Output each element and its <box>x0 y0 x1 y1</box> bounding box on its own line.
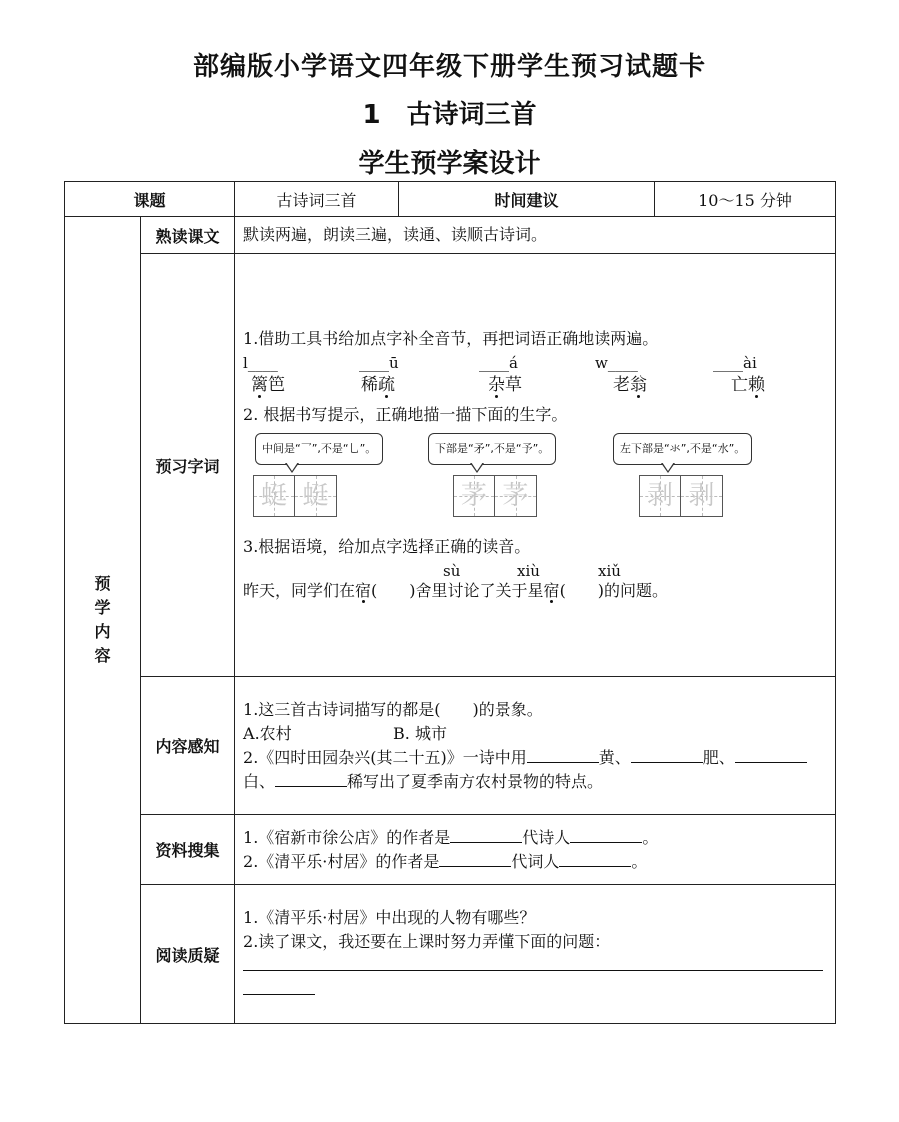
section-label: 预 学 内 容 <box>65 217 141 1024</box>
content-q2: 2.《四时田园杂兴(其二十五)》一诗中用 黄、 肥、 <box>243 746 827 770</box>
content-content: 1.这三首古诗词描写的都是( )的景象。 A.农村 B. 城市 2.《四时田园杂兴(其二十五)》一诗中用 黄、 肥、 白、 稀写出了夏季南方农村景物的特点。 <box>235 677 836 815</box>
research-content: 1.《宿新市徐公店》的作者是 代诗人 。 2.《清平乐·村居》的作者是 代词人 。 <box>235 815 836 885</box>
preview-table <box>64 181 836 1024</box>
pinyin-blank[interactable]: ____ài <box>713 354 757 372</box>
subtitle: 学生预学案设计 <box>358 149 541 179</box>
content-label: 内容感知 <box>141 677 235 815</box>
writing-hints <box>243 427 827 531</box>
tracing-grid[interactable]: 蜓 蜓 <box>253 475 337 517</box>
topic-label: 课题 <box>65 182 235 217</box>
q3-pinyin-options: sù xiù xiǔ <box>443 562 621 580</box>
vocab-word: 篱笆 <box>251 375 286 395</box>
vocab-q2: 2. 根据书写提示，正确地描一描下面的生字。 <box>243 405 568 424</box>
pinyin-blank[interactable]: l____ <box>243 354 278 372</box>
vocab-q1: 1.借助工具书给加点字补全音节，再把词语正确地读两遍。 <box>243 329 659 348</box>
read-text: 默读两遍，朗读三遍，读通、读顺古诗词。 <box>235 217 836 254</box>
answer-line[interactable] <box>243 954 823 971</box>
vocab-label: 预习字词 <box>141 254 235 677</box>
time-value: 10～15 分钟 <box>655 182 836 217</box>
content-q1: 1.这三首古诗词描写的都是( )的景象。 <box>243 699 543 719</box>
time-label: 时间建议 <box>399 182 655 217</box>
tracing-grid[interactable]: 剥 剥 <box>639 475 723 517</box>
questions-content <box>235 885 836 1024</box>
vocab-content <box>235 254 836 677</box>
vocab-q3: 3.根据语境，给加点字选择正确的读音。 <box>243 537 531 556</box>
pinyin-blank[interactable]: ____á <box>479 354 518 372</box>
research-label: 资料搜集 <box>141 815 235 885</box>
hint-bubble: 左下部是“氺”,不是“水”。 <box>613 433 752 465</box>
topic-value: 古诗词三首 <box>235 182 399 217</box>
hint-bubble: 中间是“乛”,不是“乚”。 <box>255 433 383 465</box>
read-label: 熟读课文 <box>141 217 235 254</box>
questions-q1: 1.《清平乐·村居》中出现的人物有哪些？ <box>243 908 536 927</box>
q3-sentence: 昨天，同学们在宿( )舍里讨论了关于星宿( )的问题。 <box>243 581 669 600</box>
vocab-word: 亡赖 <box>731 375 766 395</box>
pinyin-blank[interactable]: ____ū <box>359 354 399 372</box>
content-options: A.农村 B. 城市 <box>243 723 447 743</box>
hint-bubble: 下部是“矛”,不是“予”。 <box>428 433 556 465</box>
pinyin-row <box>243 351 827 399</box>
questions-q2: 2.读了课文，我还要在上课时努力弄懂下面的问题： <box>243 932 611 951</box>
vocab-word: 稀疏 <box>361 375 396 395</box>
vocab-word: 杂草 <box>488 375 523 395</box>
pinyin-blank[interactable]: w____ <box>595 354 638 372</box>
vocab-word: 老翁 <box>613 375 648 395</box>
document-title: 部编版小学语文四年级下册学生预习试题卡 <box>192 52 706 82</box>
answer-line[interactable] <box>243 978 315 995</box>
lesson-title: 1 古诗词三首 <box>362 100 537 130</box>
questions-label: 阅读质疑 <box>141 885 235 1024</box>
tracing-grid[interactable]: 茅 茅 <box>453 475 537 517</box>
